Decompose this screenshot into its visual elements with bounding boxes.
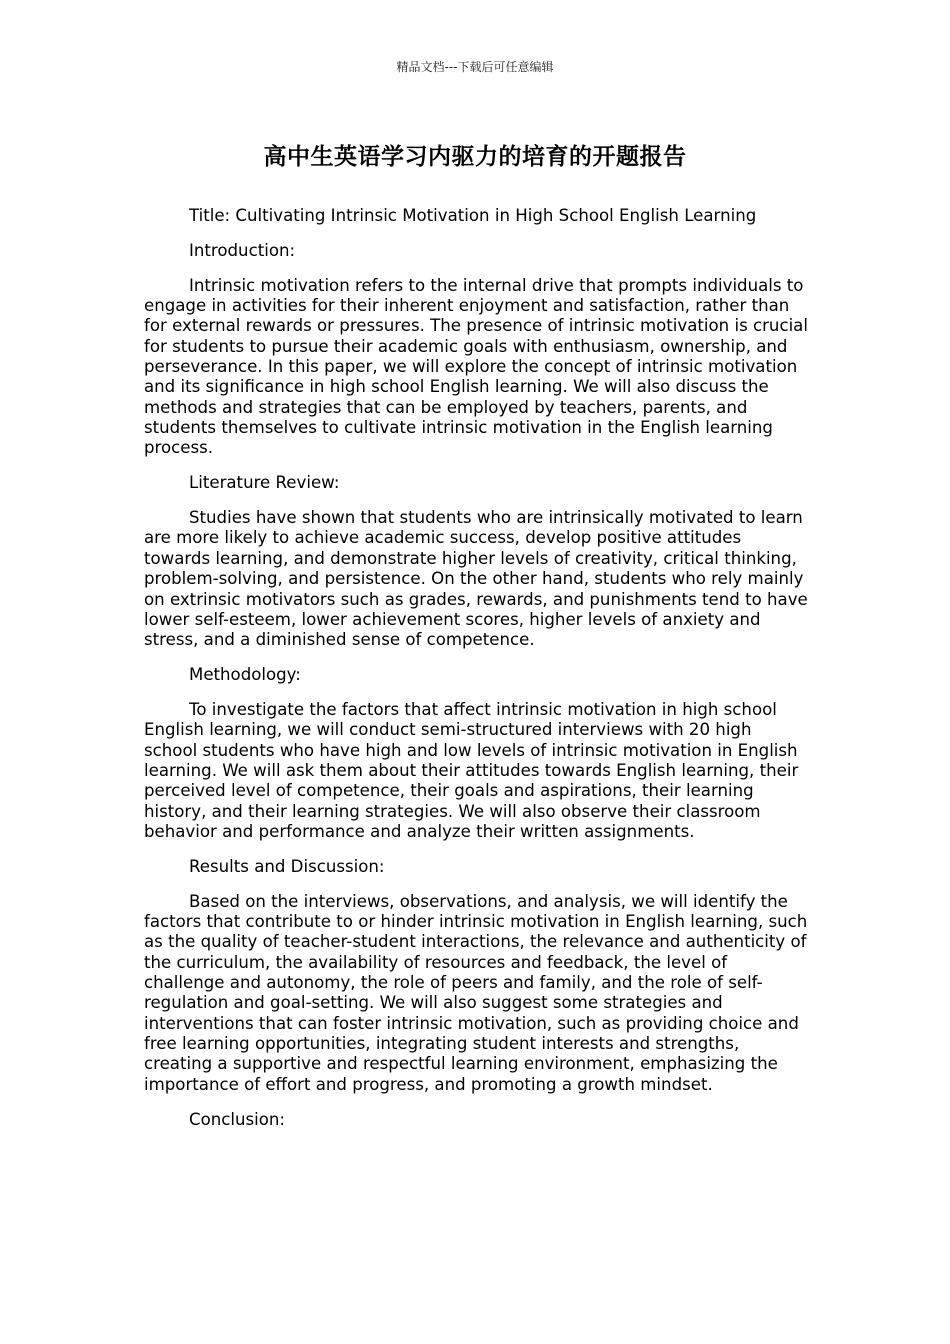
section-heading-methodology: Methodology:: [189, 665, 301, 685]
section-text-results: Based on the interviews, observations, and analysis, we will identify the factors that contribute to or hinder intrinsic motivation in English learning, such as the quality of teacher-student interactions, the relevance and authenticity of the curriculum, the availability of resources and feedback, the level of challenge and autonomy, the role of peers and family, and the role of self-regulation and goal-setting. We will also suggest some strategies and interventions that can foster intrinsic motivation, such as providing choice and free learning opportunities, integrating student interests and strengths, creating a supportive and respectful learning environment, emphasizing the importance of effort and progress, and promoting a growth mindset.: [144, 891, 808, 1094]
section-heading-introduction: Introduction:: [189, 240, 296, 260]
section-heading-conclusion: Conclusion:: [189, 1109, 286, 1129]
document-title: 高中生英语学习内驱力的培育的开题报告: [263, 144, 687, 170]
section-text-literature-review: Studies have shown that students who are intrinsically motivated to learn are more likely to achieve academic success, develop positive attitudes towards learning, and demonstrate higher levels of creativity, critical thinking, problem-solving, and persistence. On the other hand, students who rely mainly on extrinsic motivators such as grades, rewards, and punishments tend to have lower self-esteem, lower achievement scores, higher levels of anxiety and stress, and a diminished sense of competence.: [144, 508, 808, 650]
section-text-methodology: To investigate the factors that affect intrinsic motivation in high school English learning, we will conduct semi-structured interviews with 20 high school students who have high and low levels of intrinsic motivation in English learning. We will ask them about their attitudes towards English learning, their perceived level of competence, their goals and aspirations, their learning history, and their learning strategies. We will also observe their classroom behavior and performance and analyze their written assignments.: [144, 699, 799, 841]
section-text-introduction: Intrinsic motivation refers to the internal drive that prompts individuals to engage in activities for their inherent enjoyment and satisfaction, rather than for external rewards or pressures. The presence of intrinsic motivation is crucial for students to pursue their academic goals with enthusiasm, ownership, and perseverance. In this paper, we will explore the concept of intrinsic motivation and its significance in high school English learning. We will also discuss the methods and strategies that can be employed by teachers, parents, and students themselves to cultivate intrinsic motivation in the English learning process.: [144, 275, 808, 458]
section-heading-literature-review: Literature Review:: [189, 473, 340, 493]
header-note: 精品文档---下载后可任意编辑: [396, 60, 554, 74]
section-heading-results: Results and Discussion:: [189, 856, 385, 876]
document-body: [144, 206, 808, 1144]
english-title: Title: Cultivating Intrinsic Motivation in High School English Learning: [189, 206, 757, 225]
